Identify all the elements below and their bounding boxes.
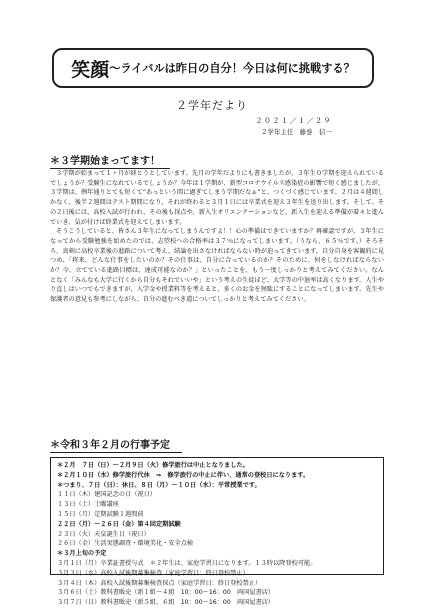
author-role: ２学年主任 xyxy=(261,128,294,136)
schedule-line: ３月３日（水）高校入試後期募集検査（家庭学習日：終日登校禁止） xyxy=(57,569,249,577)
title-tagline: ～ライバルは昨日の自分！今日は何に挑戦する？ xyxy=(109,62,355,75)
schedule-line: ３月６日（土）教科書販売（新１組～４組 10：00～16：00 両国屋書店） xyxy=(57,589,275,597)
title-banner xyxy=(52,48,374,88)
schedule-line: ２２日（月）～２６日（金）第４回定期試験 xyxy=(57,520,181,528)
schedule-line: ３月４日（木）高校入試後期募集検査採点（家庭学習日：終日登校禁止） xyxy=(57,579,262,587)
section-heading-schedule: ＊令和３年２月の行事予定 xyxy=(50,436,182,453)
schedule-line: ＊つまり、７日（日）：休日、８日（月）～１０日（水）：平常授業です。 xyxy=(57,481,261,489)
newsletter-subtitle: ２学年だより xyxy=(176,99,248,112)
schedule-line: ＊２月１０日（水）修学旅行代休 ⇒ 修学旅行の中止に伴い、通常の登校日になります。 xyxy=(57,471,310,479)
author-name: 藤巻 信一 xyxy=(299,128,332,136)
title-main: 笑顔 xyxy=(71,58,110,81)
schedule-line: ２６日（金）生活実態調査・環境美化・安全点検 xyxy=(57,540,194,548)
issue-date: ２０２１／１／２９ xyxy=(255,117,332,125)
section-body-term3 xyxy=(50,169,384,305)
paragraph: そうこうしていると、皆さん３年生になってしまうんですよ！！心の準備はできていますか？再確認ですが、３年生になってから受験勉強を始めたのでは、志望校への合格率は３７％になってしまいます。（うなら、６５％です。）そろそろ、真剣に高校卒業後の進路について考え、結論を出さなければならない時が迫ってきています。自分自身を客観的に見つめ、「将来、どんな仕事をしたいのか？その仕事は、自分に合っているのか？そのために、何をしなければならないか？今、立てている進路目標は、達成可能なのか？」といったことを、もう一度しっかりと考えてみてください。なんとなく「みんなも大学に行くから自分もそれでいいや」という考えの生徒ほど、大学等の中退率は高くなります。人生やり直しはいつでもできますが、入学金や授業料等を考えると、多くのお金を無駄にすることになってしまいます。先生や保護者の意見も参考にしながら、自分の進むべき道についてしっかりと考えてみてください。 xyxy=(50,228,384,304)
schedule-line: ３月１日（月）卒業証書授与式 ＊２年生は、家庭学習日になります。１３時以降登校可能。 xyxy=(57,559,317,567)
schedule-line: １５日（月）定期試験１週間前 xyxy=(57,510,144,518)
schedule-line: ＊２月 ７日（日）～２月９日（火）修学旅行は中止となりました。 xyxy=(57,462,249,469)
schedule-box xyxy=(50,457,384,607)
paragraph: ３学期が始まって１ヶ月が経とうとしています。先月の学年だよりにも書きましたが、３年生０学期を迎えられているでしょうか？受験生になれているでしょうか？今年は１学期が、新型コロナウイルス感染症の影響で短く感じましたが、３学期は、例年通りとても短くて“あっという間に過ぎてしまう学期だなぁ”と、つくづく感じています。２月は４週間しかなく、後半２週間はテスト期間になり、それが終わると３月１日には卒業式を迎え３年生を送り出します。そして、その２日後には、高校入試が行われ、その後も採点や、新入生オリエンテーションなど、新入生を迎える準備が着々と進んでいき、気が付けば終業式を迎えてしまいます。 xyxy=(50,170,384,226)
section-heading-term3: ＊３学期始まってます！ xyxy=(50,152,170,169)
schedule-line: １３日（土）土曜講座 xyxy=(57,501,119,509)
schedule-line: ３月７日（日）教科書販売（新５組、６組 10：00～16：00 両国屋書店） xyxy=(57,599,275,607)
author-line xyxy=(255,127,332,136)
schedule-line: ２３日（火）天皇誕生日（祝日） xyxy=(57,530,150,538)
schedule-line: １１日（木）建国記念の日（祝日） xyxy=(57,491,156,499)
schedule-line: ＊３月上旬の予定 xyxy=(57,550,107,558)
